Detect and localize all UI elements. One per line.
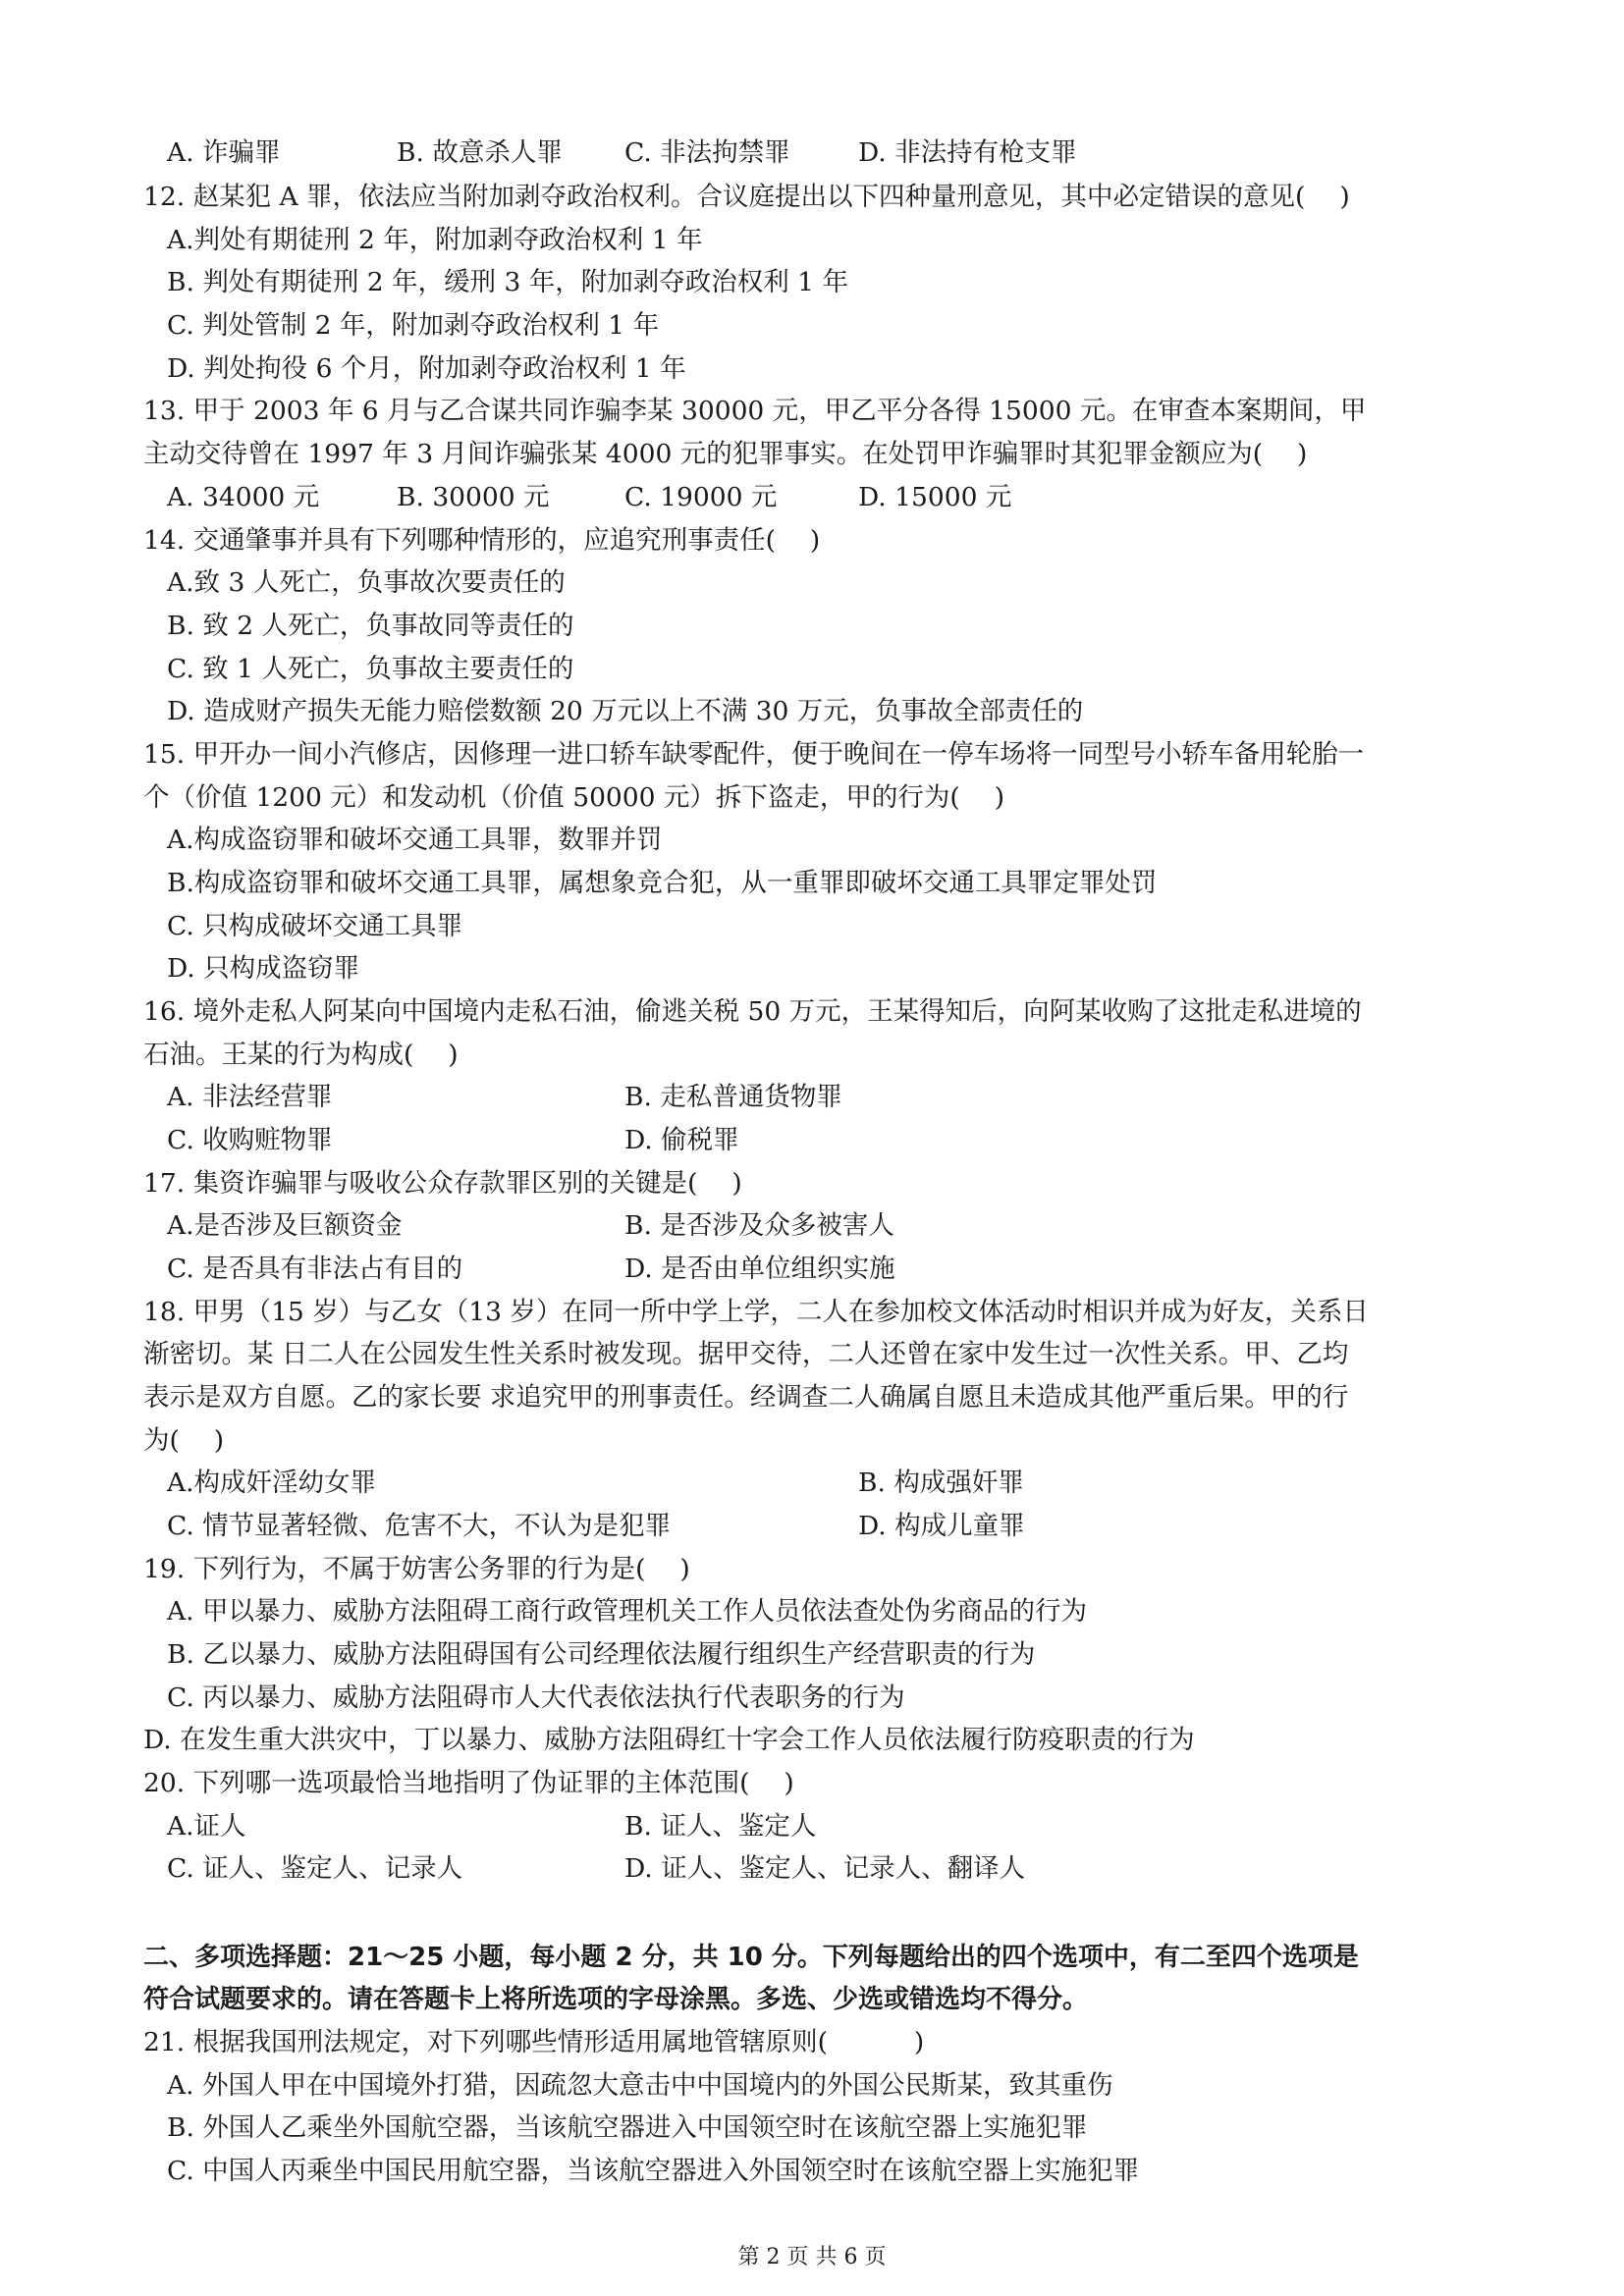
q18-option-c: C. 情节显著轻微、危害不大，不认为是犯罪 <box>167 1511 672 1541</box>
q17-option-c: C. 是否具有非法占有目的 <box>167 1254 463 1284</box>
q21-option-a: A. 外国人甲在中国境外打猎，因疏忽大意击中中国境内的外国公民斯某，致其重伤 <box>167 2070 1113 2101</box>
q20-option-a: A.证人 <box>167 1811 246 1842</box>
q18-option-d: D. 构成儿童罪 <box>858 1511 1025 1541</box>
q19-option-a: A. 甲以暴力、威胁方法阻碍工商行政管理机关工作人员依法查处伪劣商品的行为 <box>167 1596 1087 1627</box>
q16-option-c: C. 收购赃物罪 <box>167 1125 333 1155</box>
q16-option-a: A. 非法经营罪 <box>167 1082 333 1112</box>
q18-stem-line1: 18. 甲男（15 岁）与乙女（13 岁）在同一所中学上学，二人在参加校文体活动时相识并成为好友，关系日 <box>143 1297 1369 1327</box>
q15-option-d: D. 只构成盗窃罪 <box>167 953 360 984</box>
page-footer: 第 2 页 共 6 页 <box>737 2245 887 2269</box>
q18-stem-line2: 渐密切。某 日二人在公园发生性关系时被发现。据甲交待，二人还曾在家中发生过一次性关系。甲、乙均 <box>143 1339 1349 1369</box>
q18-option-a: A.构成奸淫幼女罪 <box>167 1468 377 1498</box>
q20-stem: 20. 下列哪一选项最恰当地指明了伪证罪的主体范围( ) <box>143 1768 794 1798</box>
q16-option-b: B. 走私普通货物罪 <box>624 1082 842 1112</box>
q21-option-c: C. 中国人丙乘坐中国民用航空器，当该航空器进入外国领空时在该航空器上实施犯罪 <box>167 2156 1140 2186</box>
q21-stem: 21. 根据我国刑法规定，对下列哪些情形适用属地管辖原则( ) <box>143 2027 925 2057</box>
q12-stem: 12. 赵某犯 A 罪，依法应当附加剥夺政治权利。合议庭提出以下四种量刑意见，其中必定错误的意见( ) <box>143 182 1350 212</box>
q18-stem-line3: 表示是双方自愿。乙的家长要 求追究甲的刑事责任。经调查二人确属自愿且未造成其他严重后果。甲的行 <box>143 1382 1349 1413</box>
q14-option-a: A.致 3 人死亡，负事故次要责任的 <box>167 567 566 598</box>
section2-heading-line1: 二、多项选择题：21～25 小题，每小题 2 分，共 10 分。下列每题给出的四个选项中，有二至四个选项是 <box>143 1943 1359 1972</box>
q17-option-a: A.是否涉及巨额资金 <box>167 1210 403 1241</box>
q15-option-b: B.构成盗窃罪和破坏交通工具罪，属想象竞合犯，从一重罪即破坏交通工具罪定罪处罚 <box>167 868 1158 898</box>
q18-stem-line4: 为( ) <box>143 1425 225 1456</box>
q11-option-a: A. 诈骗罪 <box>167 137 281 168</box>
q18-option-b: B. 构成强奸罪 <box>858 1468 1024 1498</box>
q15-stem-line1: 15. 甲开办一间小汽修店，因修理一进口轿车缺零配件，便于晚间在一停车场将一同型号小轿车备用轮胎一 <box>143 739 1365 770</box>
q12-option-c: C. 判处管制 2 年，附加剥夺政治权利 1 年 <box>167 310 660 341</box>
q20-option-b: B. 证人、鉴定人 <box>624 1811 817 1842</box>
q14-stem: 14. 交通肇事并具有下列哪种情形的，应追究刑事责任( ) <box>143 525 821 556</box>
q11-option-c: C. 非法拘禁罪 <box>624 137 790 168</box>
q12-option-d: D. 判处拘役 6 个月，附加剥夺政治权利 1 年 <box>167 353 686 384</box>
section2-heading-line2: 符合试题要求的。请在答题卡上将所选项的字母涂黑。多选、少选或错选均不得分。 <box>143 1985 1089 2014</box>
q11-option-d: D. 非法持有枪支罪 <box>858 137 1077 168</box>
q11-option-b: B. 故意杀人罪 <box>397 137 563 168</box>
q20-option-c: C. 证人、鉴定人、记录人 <box>167 1853 463 1884</box>
q13-stem-line2: 主动交待曾在 1997 年 3 月间诈骗张某 4000 元的犯罪事实。在处罚甲诈骗罪时其犯罪金额应为( ) <box>143 439 1308 469</box>
q12-option-b: B. 判处有期徒刑 2 年，缓刑 3 年，附加剥夺政治权利 1 年 <box>167 267 848 297</box>
q13-stem-line1: 13. 甲于 2003 年 6 月与乙合谋共同诈骗李某 30000 元，甲乙平分各得 15000 元。在审查本案期间，甲 <box>143 396 1367 426</box>
q14-option-d: D. 造成财产损失无能力赔偿数额 20 万元以上不满 30 万元，负事故全部责任的 <box>167 696 1084 726</box>
q15-stem-line2: 个（价值 1200 元）和发动机（价值 50000 元）拆下盗走，甲的行为( ) <box>143 782 1005 813</box>
q15-option-a: A.构成盗窃罪和破坏交通工具罪，数罪并罚 <box>167 825 663 855</box>
q20-option-d: D. 证人、鉴定人、记录人、翻译人 <box>624 1853 1026 1884</box>
q21-option-b: B. 外国人乙乘坐外国航空器，当该航空器进入中国领空时在该航空器上实施犯罪 <box>167 2112 1088 2143</box>
q19-stem: 19. 下列行为，不属于妨害公务罪的行为是( ) <box>143 1554 690 1584</box>
q14-option-b: B. 致 2 人死亡，负事故同等责任的 <box>167 611 574 641</box>
q17-option-b: B. 是否涉及众多被害人 <box>624 1210 894 1241</box>
q13-option-c: C. 19000 元 <box>624 482 778 512</box>
q19-option-b: B. 乙以暴力、威胁方法阻碍国有公司经理依法履行组织生产经营职责的行为 <box>167 1639 1036 1670</box>
q16-option-d: D. 偷税罪 <box>624 1125 739 1155</box>
q19-option-d: D. 在发生重大洪灾中，丁以暴力、威胁方法阻碍红十字会工作人员依法履行防疫职责的行为 <box>143 1725 1195 1755</box>
q13-option-d: D. 15000 元 <box>858 482 1012 512</box>
q16-stem-line2: 石油。王某的行为构成( ) <box>143 1040 459 1070</box>
q13-option-b: B. 30000 元 <box>397 482 550 512</box>
q13-option-a: A. 34000 元 <box>167 482 320 512</box>
q19-option-c: C. 丙以暴力、威胁方法阻碍市人大代表依法执行代表职务的行为 <box>167 1682 905 1713</box>
q14-option-c: C. 致 1 人死亡，负事故主要责任的 <box>167 654 574 684</box>
q17-stem: 17. 集资诈骗罪与吸收公众存款罪区别的关键是( ) <box>143 1168 742 1199</box>
q12-option-a: A.判处有期徒刑 2 年，附加剥夺政治权利 1 年 <box>167 225 703 255</box>
q16-stem-line1: 16. 境外走私人阿某向中国境内走私石油，偷逃关税 50 万元，王某得知后，向阿某收购了这批走私进境的 <box>143 996 1362 1027</box>
q17-option-d: D. 是否由单位组织实施 <box>624 1254 895 1284</box>
q15-option-c: C. 只构成破坏交通工具罪 <box>167 911 463 941</box>
